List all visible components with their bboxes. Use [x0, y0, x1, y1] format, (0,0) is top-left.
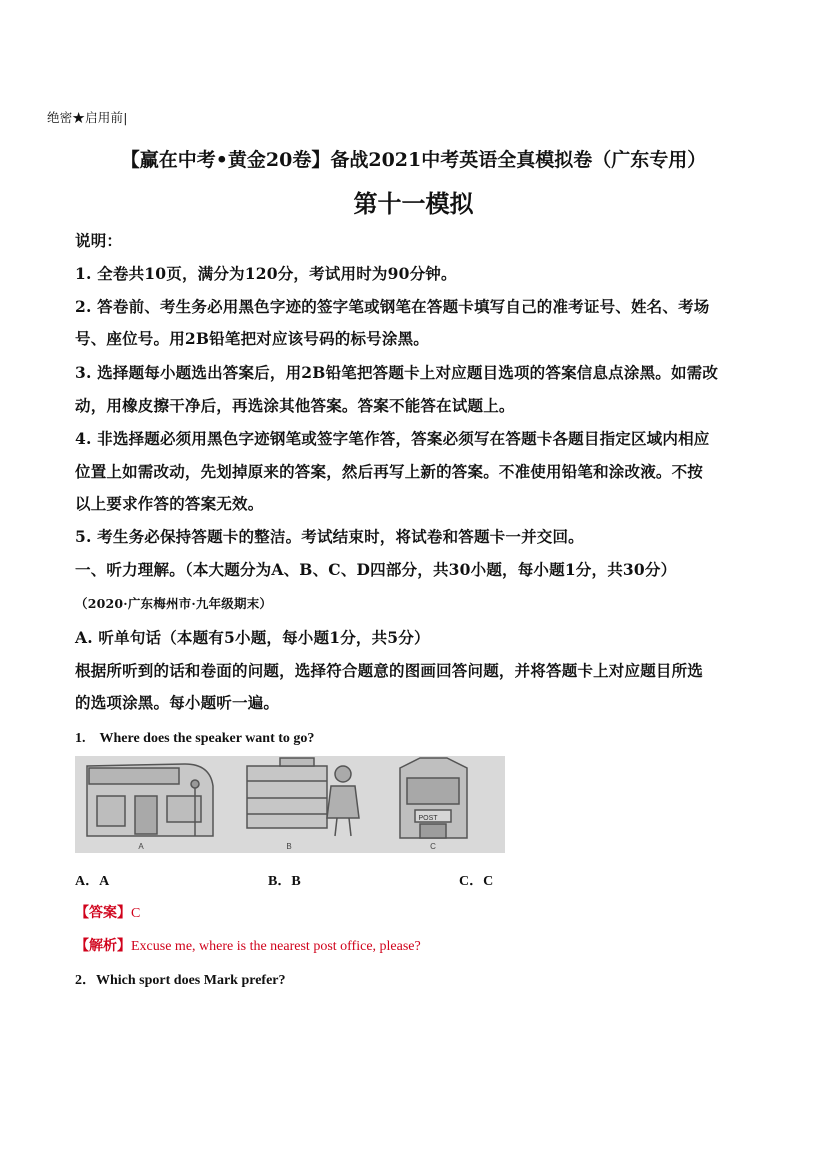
- instruction-line: 2. 答卷前、考生务必用黑色字迹的签字笔或钢笔在答题卡填写自己的准考证号、姓名、考场: [75, 297, 710, 316]
- instruction-line: 动，用橡皮擦干净后，再选涂其他答案。答案不能答在试题上。: [75, 396, 515, 415]
- option-b: B．B: [268, 874, 301, 889]
- exam-subtitle: 第十一模拟: [353, 189, 474, 218]
- post-office-c-icon: [400, 758, 467, 838]
- option-a: A．A: [75, 874, 110, 889]
- picture-label-c: C: [430, 842, 436, 851]
- analysis-row: [75, 935, 421, 955]
- answer-value: C: [131, 906, 141, 921]
- instruction-line: 1. 全卷共10页，满分为120分，考试用时为90分钟。: [75, 264, 457, 283]
- instruction-line: 3. 选择题每小题选出答案后，用2B铅笔把答题卡上对应题目选项的答案信息点涂黑。如需改: [75, 363, 719, 382]
- instruction-line: 5. 考生务必保持答题卡的整洁。考试结束时，将试卷和答题卡一并交回。: [75, 527, 584, 546]
- instruction-line: 4. 非选择题必须用黑色字迹钢笔或签字笔作答，答案必须写在答题卡各题目指定区域内相应: [75, 429, 710, 448]
- option-c: C．C: [459, 874, 494, 889]
- question-1-prompt: 1. Where does the speaker want to go?: [75, 731, 315, 746]
- directions-line: 的选项涂黑。每小题听一遍。: [75, 693, 280, 712]
- shop-counter-b-icon: [247, 758, 359, 836]
- instruction-line: 位置上如需改动，先划掉原来的答案，然后再写上新的答案。不准使用铅笔和涂改液。不按: [75, 462, 704, 481]
- exam-title: 【赢在中考•黄金20卷】备战2021中考英语全真模拟卷（广东专用）: [120, 149, 707, 171]
- part-a-heading: A. 听单句话（本题有5小题，每小题1分，共5分）: [75, 628, 430, 647]
- question-2-prompt: 2．Which sport does Mark prefer?: [75, 973, 286, 988]
- analysis-text: Excuse me, where is the nearest post office, please?: [131, 939, 421, 954]
- post-sign-label: POST: [418, 815, 438, 822]
- instruction-line: 号、座位号。用2B铅笔把对应该号码的标号涂黑。: [75, 329, 429, 348]
- picture-sketches: [75, 756, 505, 853]
- section-heading: 一、听力理解。（本大题分为A、B、C、D四部分，共30小题，每小题1分，共30分）: [75, 560, 677, 579]
- directions-line: 根据所听到的话和卷面的问题，选择符合题意的图画回答问题，并将答题卡上对应题目所选: [75, 661, 704, 680]
- picture-label-a: A: [138, 842, 144, 851]
- question-1-picture: [75, 756, 505, 853]
- instructions-heading: 说明：: [75, 231, 123, 250]
- building-a-icon: [87, 764, 213, 836]
- answer-row: [75, 902, 140, 922]
- answer-tag: 【答案】: [75, 905, 131, 921]
- source-note: （2020·广东梅州市·九年级期末）: [75, 596, 273, 611]
- confidential-mark: 绝密★启用前|: [47, 110, 128, 125]
- analysis-tag: 【解析】: [75, 938, 131, 954]
- picture-label-b: B: [286, 842, 292, 851]
- instruction-line: 以上要求作答的答案无效。: [75, 494, 264, 513]
